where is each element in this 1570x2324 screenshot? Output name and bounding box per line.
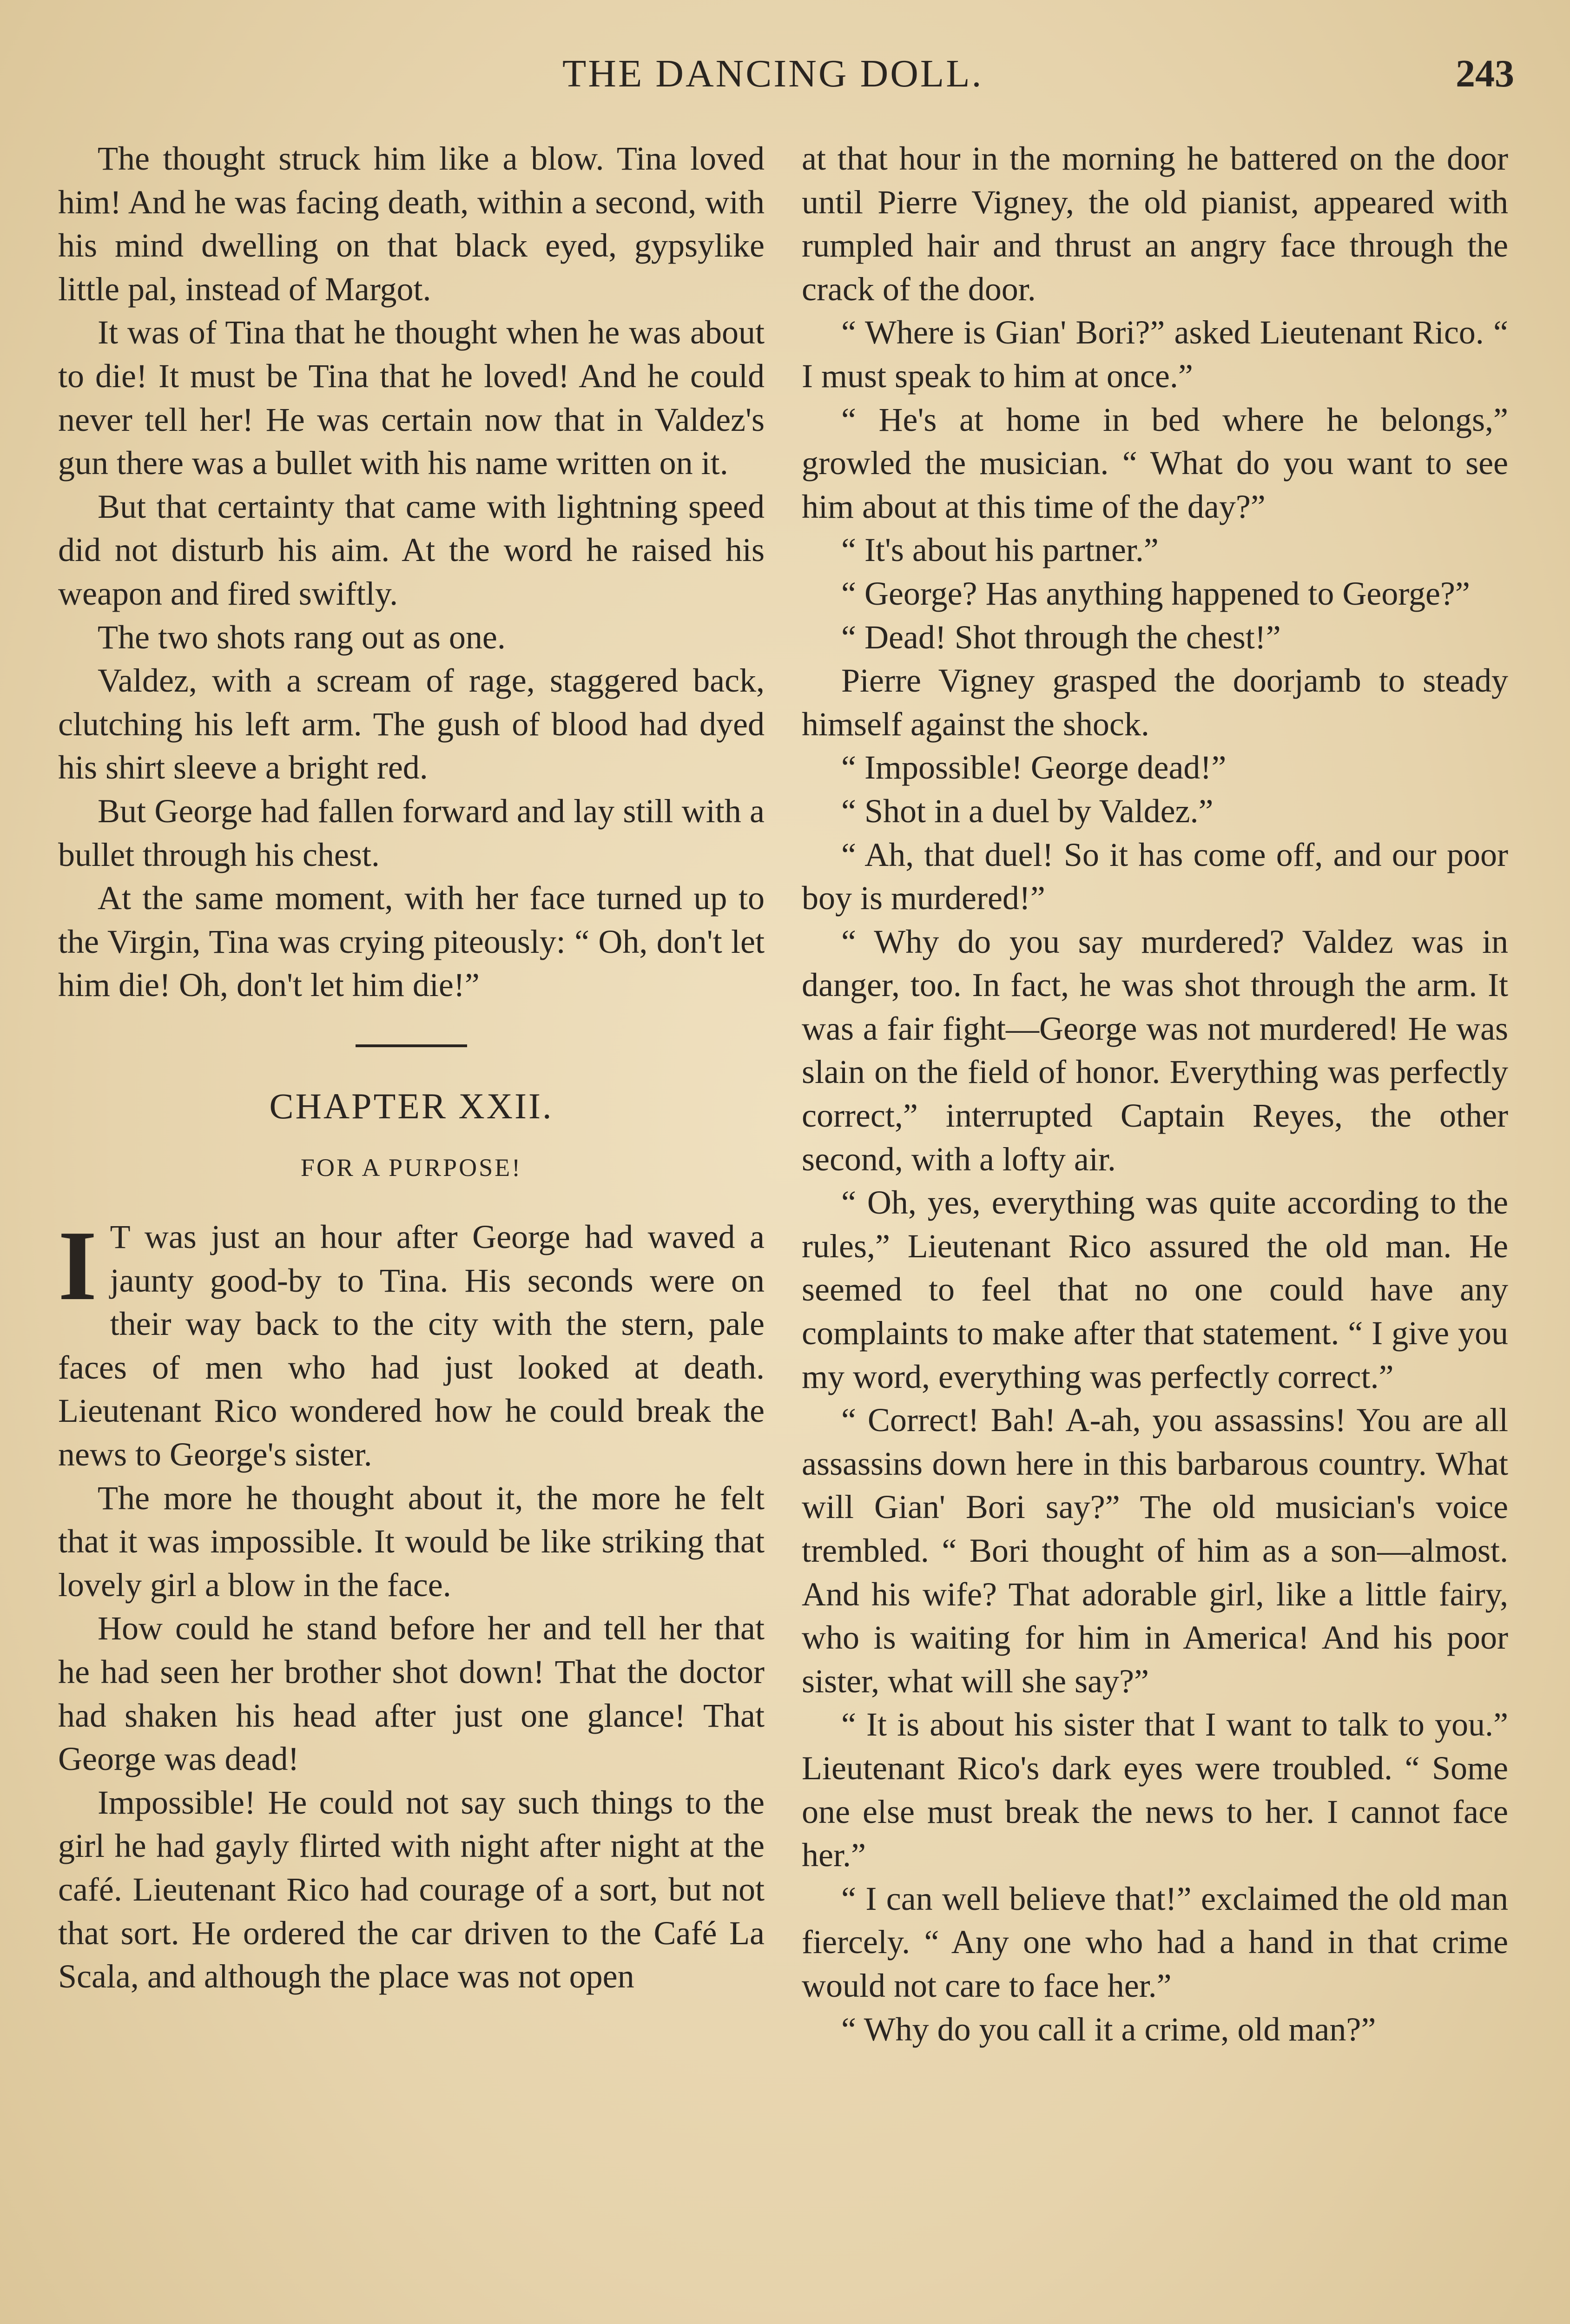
paragraph: The thought struck him like a blow. Tina loved him! And he was facing death, within a second, with his mind dwelling on that black eyed, gypsylike little pal, instead of Margot. (58, 140, 765, 308)
chapter-subtitle: FOR A PURPOSE! (300, 1154, 522, 1182)
running-title: THE DANCING DOLL. (562, 52, 983, 95)
page-header (0, 51, 1570, 107)
drop-cap: I (58, 1210, 97, 1321)
right-column (802, 137, 1508, 2051)
paragraph: Pierre Vigney grasped the doorjamb to steady himself against the shock. (802, 662, 1508, 743)
paragraph: But George had fallen forward and lay still with a bullet through his chest. (58, 792, 765, 873)
page-number: 243 (1456, 52, 1514, 95)
paragraph: The two shots rang out as one. (98, 618, 506, 656)
paragraph: “ It's about his partner.” (841, 531, 1159, 569)
paragraph: “ Correct! Bah! A-ah, you assassins! You are all assassins down here in this barbarous country. What will Gian' Bori say?” The old musician's voice trembled. “ Bori thought of him as a son—almost. And his wife? That adorable girl, like a little fairy, who is waiting for him in America! And his poor sister, what will she say?” (802, 1401, 1508, 1700)
paragraph: “ George? Has anything happened to George?” (841, 574, 1470, 612)
paragraph: “ It is about his sister that I want to talk to you.” Lieutenant Rico's dark eyes were troubled. “ Some one else must break the news to her. I cannot face her.” (802, 1706, 1508, 1874)
continued-paragraph: at that hour in the morning he battered on the door until Pierre Vigney, the old pianist, appeared with rumpled hair and thrust an angry face through the crack of the door. (802, 140, 1508, 308)
paragraph: “ I can well believe that!” exclaimed the old man fiercely. “ Any one who had a hand in that crime would not care to face her.” (802, 1880, 1508, 2004)
paragraph: The more he thought about it, the more he felt that it was impossible. It would be like striking that lovely girl a blow in the face. (58, 1479, 765, 1604)
paragraph: “ He's at home in bed where he belongs,” growled the musician. “ What do you want to see him about at this time of the day?” (802, 401, 1508, 525)
section-divider (356, 1044, 467, 1047)
paragraph: It was of Tina that he thought when he was about to die! It must be Tina that he loved! And he could never tell her! He was certain now that in Valdez's gun there was a bullet with his name written on it. (58, 314, 765, 482)
paragraph: At the same moment, with her face turned up to the Virgin, Tina was crying piteously: “ Oh, don't let him die! Oh, don't let him die!” (58, 879, 765, 1004)
paragraph: “ Where is Gian' Bori?” asked Lieutenant Rico. “ I must speak to him at once.” (802, 314, 1508, 395)
paragraph: “ Ah, that duel! So it has come off, and our poor boy is murdered!” (802, 836, 1508, 917)
paragraph: But that certainty that came with lightning speed did not disturb his aim. At the word he raised his weapon and fired swiftly. (58, 488, 765, 612)
opening-text: T was just an hour after George had waved a jaunty good-by to Tina. His seconds were on their way back to the city with the stern, pale faces of men who had just looked at death. Lieutenant Rico wondered how he could break the news to George's sister. (58, 1218, 765, 1473)
paragraph: Valdez, with a scream of rage, staggered back, clutching his left arm. The gush of blood had dyed his shirt sleeve a bright red. (58, 662, 765, 786)
paragraph: “ Why do you call it a crime, old man?” (841, 2010, 1376, 2048)
chapter-opening-paragraph (58, 1210, 765, 1477)
paragraph: “ Why do you say murdered? Valdez was in danger, too. In fact, he was shot through the arm. It was a fair fight—George was not murdered! He was slain on the field of honor. Everything was perfectly correct,” interrupted Captain Reyes, the other second, with a lofty air. (802, 923, 1508, 1178)
left-column (58, 137, 765, 1999)
chapter-title: CHAPTER XXII. (269, 1085, 554, 1126)
paragraph: “ Impossible! George dead!” (841, 749, 1227, 786)
paragraph: Impossible! He could not say such things to the girl he had gayly flirted with night after night at the café. Lieutenant Rico had courage of a sort, but not that sort. He ordered the car driven to the Café La Scala, and although the place was not open (58, 1783, 765, 1995)
paragraph: “ Shot in a duel by Valdez.” (841, 792, 1214, 830)
paragraph: “ Dead! Shot through the chest!” (841, 618, 1281, 656)
paragraph: How could he stand before her and tell her that he had seen her brother shot down! That the doctor had shaken his head after just one glance! That George was dead! (58, 1610, 765, 1778)
paragraph: “ Oh, yes, everything was quite according to the rules,” Lieutenant Rico assured the old man. He seemed to feel that no one could have any complaints to make after that statement. “ I give you my word, everything was perfectly correct.” (802, 1184, 1508, 1395)
